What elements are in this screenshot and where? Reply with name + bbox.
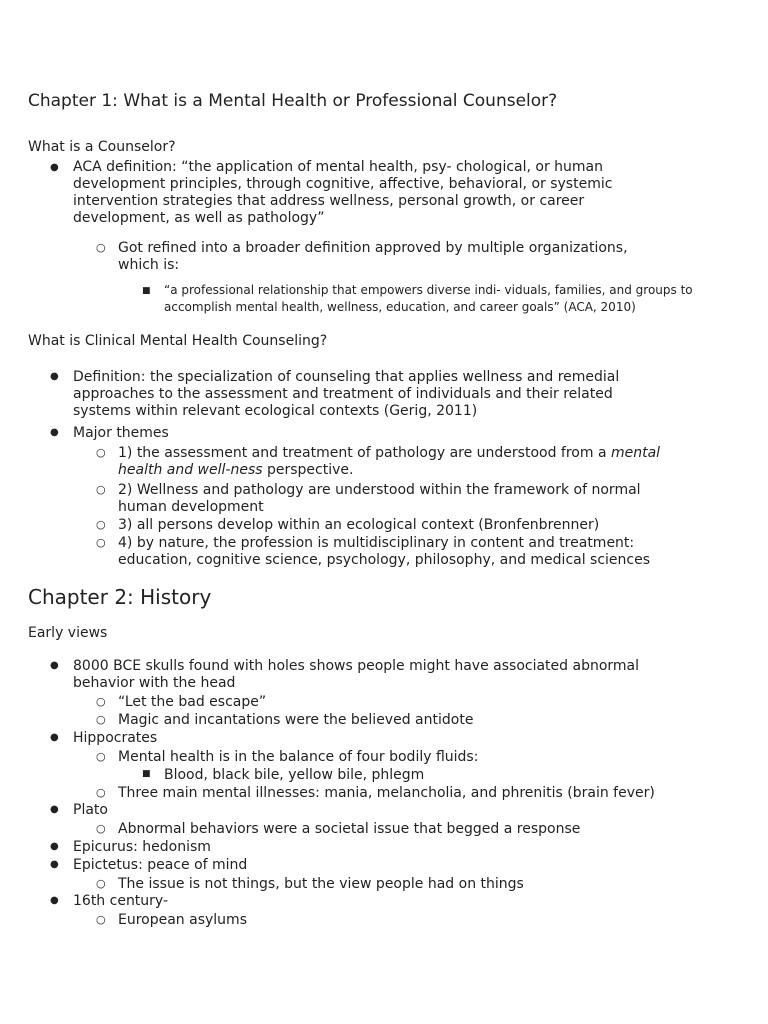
bullet-icon: ● (50, 732, 59, 743)
circle-bullet-icon: ○ (96, 483, 106, 496)
theme-3: 3) all persons develop within an ecological context (Bronfenbrenner) (118, 517, 600, 533)
fluid-list-item: Blood, black bile, yellow bile, phlegm (164, 767, 425, 783)
circle-bullet-icon: ○ (96, 241, 106, 254)
magic-item: Magic and incantations were the believed antidote (118, 712, 474, 728)
circle-bullet-icon: ○ (96, 713, 106, 726)
circle-bullet-icon: ○ (96, 822, 106, 835)
skulls-item: 8000 BCE skulls found with holes shows people might have associated abnormal behavior with the head (73, 658, 640, 691)
circle-bullet-icon: ○ (96, 750, 106, 763)
theme-1: 1) the assessment and treatment of pathology are understood from a mental health and well-ness perspective. (118, 445, 661, 478)
circle-bullet-icon: ○ (96, 695, 106, 708)
clinical-definition: Definition: the specialization of counseling that applies wellness and remedial approaches to the assessment and treatment of individuals and their related systems within relevant ecological contexts (Gerig, 2011) (73, 369, 620, 419)
theme-4: 4) by nature, the profession is multidisciplinary in content and treatment: education, cognitive science, psychology, philosophy, and medical sciences (118, 535, 651, 568)
early-views-heading: Early views (28, 625, 108, 641)
bad-escape-item: “Let the bad escape” (118, 694, 267, 710)
epicurus-item: Epicurus: hedonism (73, 839, 211, 855)
asylums-item: European asylums (118, 912, 247, 928)
aca-quote: “a professional relationship that empowers diverse indi- viduals, families, and groups to accomplish mental health, wellness, education, and career goals” (ACA, 2010) (164, 283, 693, 314)
aca-definition: ACA definition: “the application of mental health, psy- chological, or human development principles, through cognitive, affective, behavioral, or systemic intervention strategies that address wellness, personal growth, or career development, as well as pathology” (73, 159, 613, 226)
fluids-item: Mental health is in the balance of four bodily fluids: (118, 749, 479, 765)
square-bullet-icon: ■ (142, 286, 151, 296)
bullet-icon: ● (50, 859, 59, 870)
bullet-icon: ● (50, 895, 59, 906)
major-themes: Major themes (73, 425, 169, 441)
bullet-icon: ● (50, 660, 59, 671)
sixteenth-century-item: 16th century- (73, 893, 169, 909)
question-counselor: What is a Counselor? (28, 139, 176, 155)
circle-bullet-icon: ○ (96, 913, 106, 926)
circle-bullet-icon: ○ (96, 877, 106, 890)
bullet-icon: ● (50, 841, 59, 852)
question-clinical: What is Clinical Mental Health Counseling? (28, 333, 328, 349)
square-bullet-icon: ■ (142, 769, 151, 779)
bullet-icon: ● (50, 804, 59, 815)
issue-item: The issue is not things, but the view people had on things (118, 876, 524, 892)
hippocrates-item: Hippocrates (73, 730, 158, 746)
circle-bullet-icon: ○ (96, 536, 106, 549)
bullet-icon: ● (50, 162, 59, 173)
theme-2: 2) Wellness and pathology are understood within the framework of normal human development (118, 482, 641, 515)
bullet-icon: ● (50, 427, 59, 438)
bullet-icon: ● (50, 371, 59, 382)
illnesses-item: Three main mental illnesses: mania, melancholia, and phrenitis (brain fever) (118, 785, 655, 801)
abnormal-item: Abnormal behaviors were a societal issue that begged a response (118, 821, 581, 837)
plato-item: Plato (73, 802, 108, 818)
circle-bullet-icon: ○ (96, 518, 106, 531)
circle-bullet-icon: ○ (96, 786, 106, 799)
chapter2-title: Chapter 2: History (28, 585, 212, 609)
circle-bullet-icon: ○ (96, 446, 106, 459)
epictetus-item: Epictetus: peace of mind (73, 857, 248, 873)
chapter1-title: Chapter 1: What is a Mental Health or Professional Counselor? (28, 91, 558, 111)
refined-definition: Got refined into a broader definition approved by multiple organizations, which is: (118, 240, 628, 273)
